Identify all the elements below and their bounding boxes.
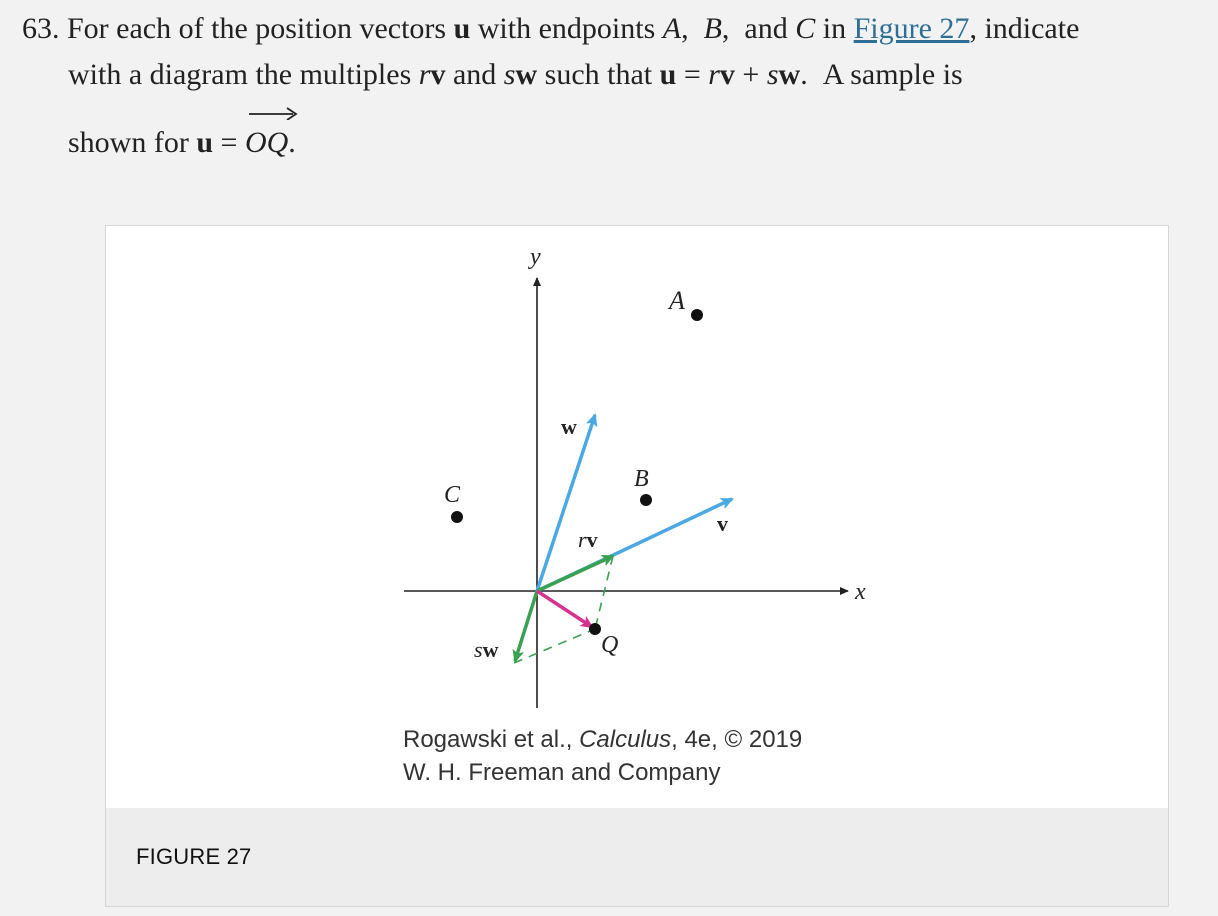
comma-1: , <box>681 12 689 45</box>
equals-sign: = <box>683 58 701 91</box>
credit-edition: , 4e, © 2019 <box>671 726 803 753</box>
credit-book-title: Calculus <box>579 726 672 753</box>
problem-number: 63. <box>22 12 60 45</box>
label-v: v <box>717 511 728 536</box>
problem-63 <box>22 6 1212 166</box>
y-axis-label: y <box>530 244 541 270</box>
vector-OQ <box>245 120 288 166</box>
label-Q: Q <box>601 632 619 658</box>
word-in: in <box>822 12 847 45</box>
label-rv-r: r <box>578 527 587 552</box>
scalar-r-2: r <box>708 58 720 91</box>
overarrow-icon <box>247 106 299 120</box>
plus-sign: + <box>742 58 760 91</box>
label-rv <box>578 527 598 552</box>
label-rv-v: v <box>586 527 598 552</box>
dashed-side-rv <box>595 556 613 629</box>
dashed-side-sw <box>514 629 595 663</box>
label-w: w <box>561 414 577 439</box>
comma-2: , <box>721 12 730 45</box>
point-A <box>691 309 703 321</box>
vector-u-3: u <box>196 126 214 159</box>
word-and-2: and <box>452 58 497 91</box>
OQ-label: OQ <box>244 126 289 159</box>
such-that: such that <box>544 58 653 91</box>
problem-line-1 <box>22 6 1212 52</box>
label-B: B <box>634 466 649 492</box>
equals-sign-2: = <box>220 126 238 159</box>
vector-w-2: w <box>778 58 801 91</box>
point-B-label: B <box>703 12 722 45</box>
shown-for: shown for <box>68 126 189 159</box>
point-B <box>640 494 652 506</box>
vector-diagram <box>106 226 1168 808</box>
point-C-label: C <box>795 12 816 45</box>
label-A: A <box>669 286 685 315</box>
label-sw-s: s <box>474 637 483 662</box>
figure-27 <box>105 225 1169 907</box>
vector-u-arrow <box>537 591 592 627</box>
vector-u: u <box>453 12 471 45</box>
problem-line-2 <box>22 52 1212 98</box>
credit-line-2: W. H. Freeman and Company <box>403 759 721 786</box>
problem-line2-text: with a diagram the multiples <box>68 58 412 91</box>
vector-v: v <box>430 58 446 91</box>
sample-text: A sample is <box>822 58 963 91</box>
period-2: . <box>288 126 296 159</box>
scalar-s-2: s <box>766 58 779 91</box>
problem-line-3 <box>22 120 1212 166</box>
problem-text-2: with endpoints <box>477 12 656 45</box>
problem-text-1: For each of the position vectors <box>67 12 447 45</box>
point-Q <box>589 623 601 635</box>
x-axis-label: x <box>855 579 866 605</box>
vector-v-2: v <box>719 58 735 91</box>
vector-w: w <box>515 58 538 91</box>
vector-sw-arrow <box>515 591 537 661</box>
label-sw <box>474 637 499 662</box>
vector-w-arrow <box>537 415 595 591</box>
label-C: C <box>444 482 461 508</box>
word-and: and <box>744 12 788 45</box>
figure-27-link[interactable]: Figure 27 <box>853 12 970 45</box>
figure-caption-bar <box>106 808 1168 906</box>
point-A-label: A <box>662 12 682 45</box>
scalar-r: r <box>418 58 431 91</box>
scalar-s: s <box>503 58 516 91</box>
credit-line-1 <box>403 726 802 753</box>
period-1: . <box>800 58 808 91</box>
point-C <box>451 511 463 523</box>
problem-text-3: , indicate <box>969 12 1080 45</box>
vector-u-2: u <box>659 58 677 91</box>
credit-authors: Rogawski et al., <box>403 726 580 753</box>
label-sw-w: w <box>482 637 499 662</box>
figure-caption: FIGURE 27 <box>136 844 252 869</box>
